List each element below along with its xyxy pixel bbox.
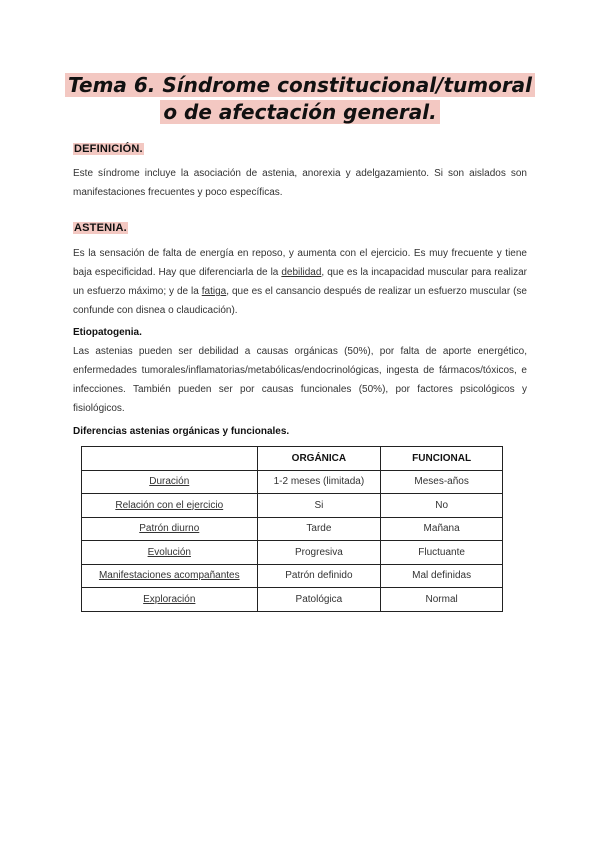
row-label: Evolución [82,541,258,565]
section-heading-astenia [73,222,128,234]
astenia-paragraph [73,244,527,320]
definicion-paragraph: Este síndrome incluye la asociación de astenia, anorexia y adelgazamiento. Si son aislados son manifestaciones frecuentes y poco específicas. [73,168,527,198]
cell-organica: Progresiva [257,541,381,565]
row-label: Manifestaciones acompañantes [82,564,258,588]
etiopatogenia-paragraph: Las astenias pueden ser debilidad a causas orgánicas (50%), por falta de aporte energético, enfermedades tumorales/inflamatorias/metabólicas/endocrinológicas, ingesta de fármacos/tóxicos, e infecciones. También pueden ser por causas funcionales (50%), por factores psicológicos y fisiológicos. [73,346,527,414]
cell-organica: Patológica [257,588,381,612]
title-line-1: Tema 6. Síndrome constitucional/tumoral [65,73,535,97]
comparison-table [81,446,503,612]
row-label: Duración [82,470,258,494]
cell-organica: Si [257,494,381,518]
term-fatiga: fatiga [201,286,227,297]
cell-funcional: Meses-años [381,470,503,494]
row-label: Exploración [82,588,258,612]
subheading-etiopatogenia: Etiopatogenia. [73,327,142,338]
row-label: Patrón diurno [82,517,258,541]
table-row [82,494,503,518]
header-cell-funcional: FUNCIONAL [381,447,503,471]
cell-funcional: Normal [381,588,503,612]
table-row [82,564,503,588]
table-row [82,541,503,565]
table-row [82,470,503,494]
term-debilidad: debilidad [281,267,322,278]
cell-organica: 1-2 meses (limitada) [257,470,381,494]
title-line-2: o de afectación general. [160,100,439,124]
table-header-row [82,447,503,471]
page-title [0,72,600,126]
astenia-heading-text: ASTENIA. [74,222,127,234]
row-label: Relación con el ejercicio [82,494,258,518]
cell-funcional: Mañana [381,517,503,541]
cell-funcional: Fluctuante [381,541,503,565]
definicion-heading-text: DEFINICIÓN. [74,143,143,155]
astenia-text-part-2: , que es la incapacidad muscular para realizar un esfuerzo máximo; y de la [73,267,527,297]
cell-funcional: No [381,494,503,518]
cell-organica: Patrón definido [257,564,381,588]
astenia-text-part-1: Es la sensación de falta de energía en reposo, y aumenta con el ejercicio. Es muy frecuente y tiene baja especificidad. Hay que diferenciarla de la [73,248,527,278]
header-cell-empty [82,447,258,471]
table-row [82,517,503,541]
table-row [82,588,503,612]
cell-organica: Tarde [257,517,381,541]
cell-funcional: Mal definidas [381,564,503,588]
header-cell-organica: ORGÁNICA [257,447,381,471]
astenia-text-part-3: , que es el cansancio después de realizar un esfuerzo muscular (se confunde con disnea o claudicación). [73,286,527,316]
subheading-diferencias: Diferencias astenias orgánicas y funcionales. [73,426,290,437]
section-heading-definicion [73,143,144,155]
